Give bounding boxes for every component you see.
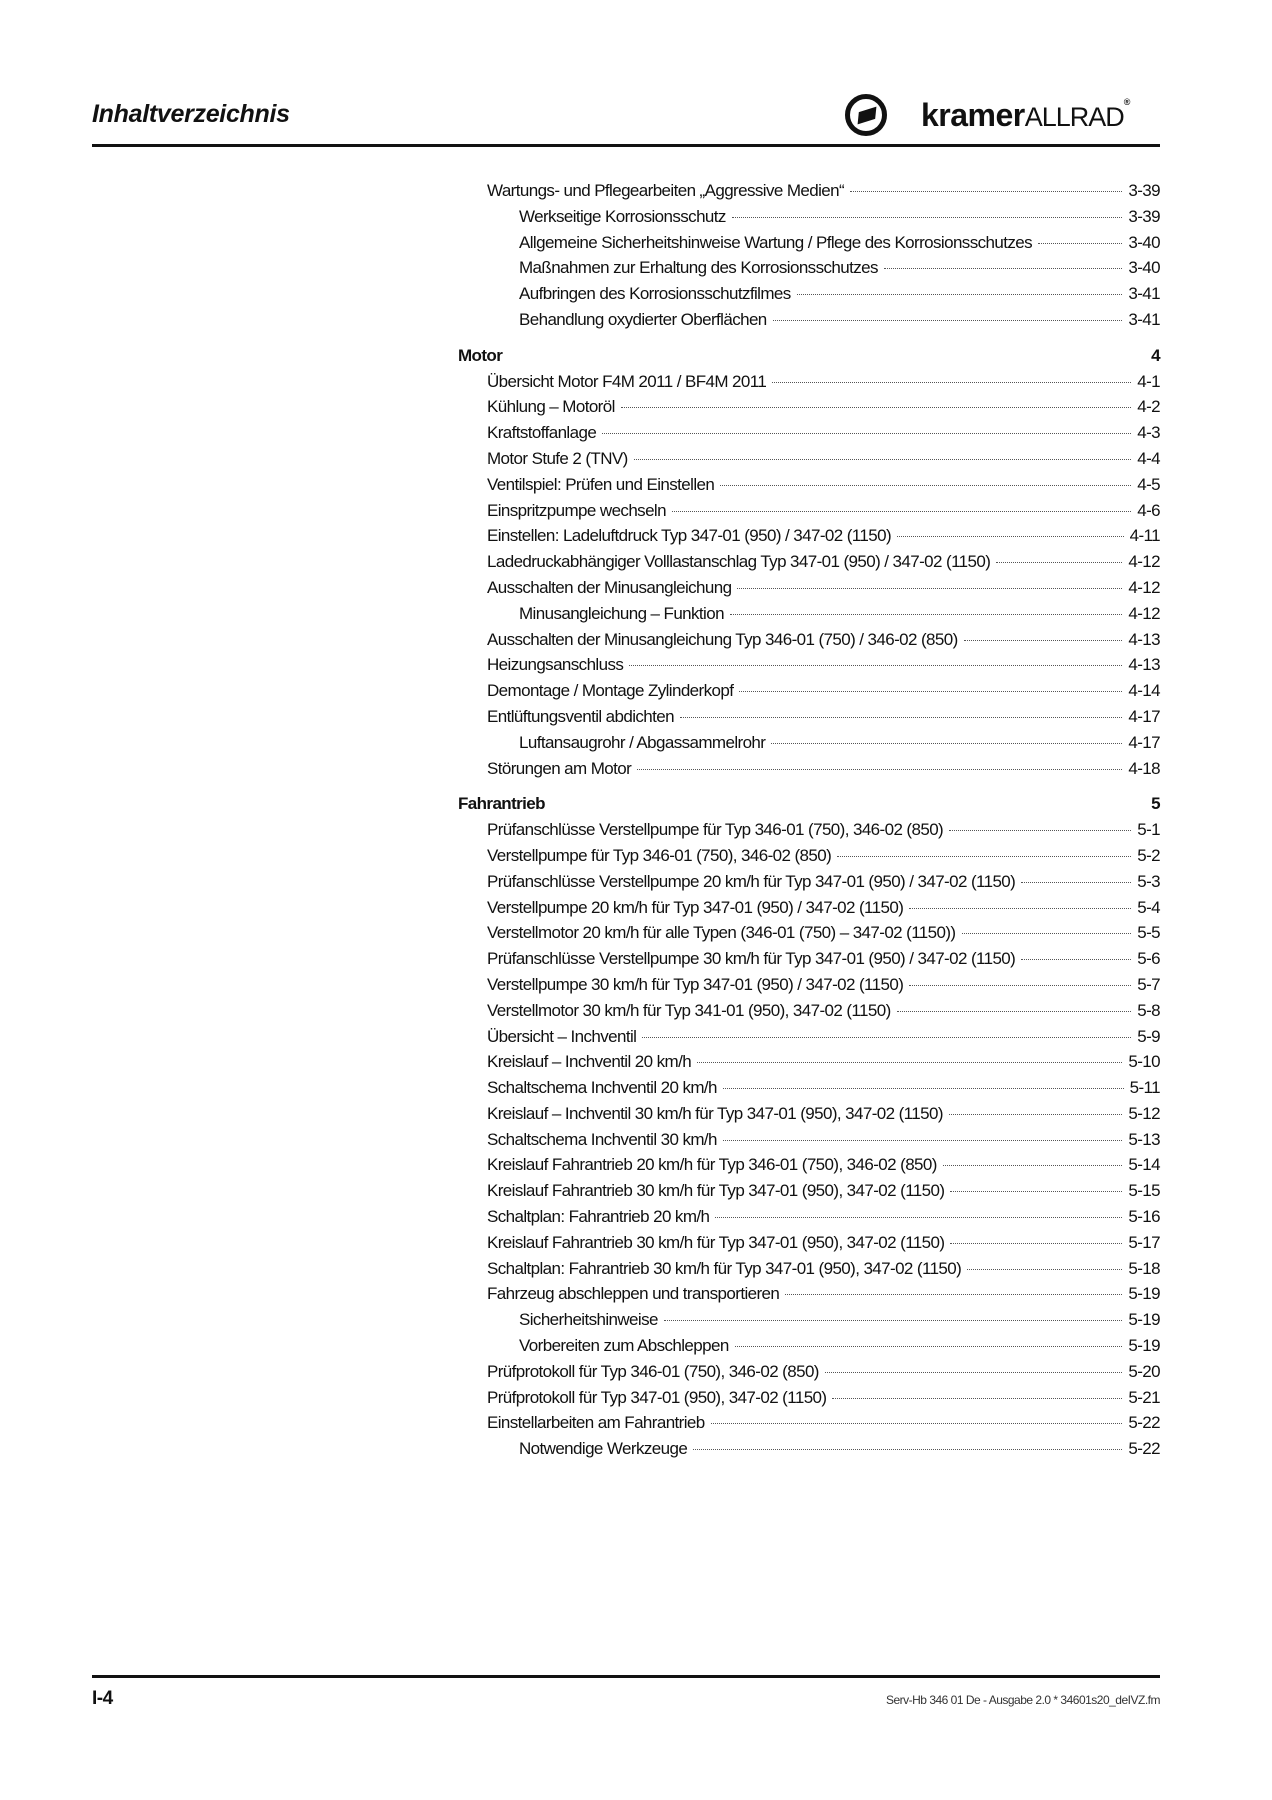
entry-page: 5-21 bbox=[1128, 1387, 1160, 1407]
dot-leader bbox=[950, 1243, 1122, 1244]
dot-leader bbox=[715, 1217, 1122, 1218]
toc-entry[interactable] bbox=[458, 1049, 1160, 1075]
header-rule bbox=[92, 144, 1160, 147]
dot-leader bbox=[950, 1191, 1122, 1192]
entry-title: Fahrzeug abschleppen und transportieren bbox=[487, 1284, 780, 1304]
entry-page: 4-13 bbox=[1128, 655, 1160, 675]
entry-title: Prüfprotokoll für Typ 347-01 (950), 347-02 (1150) bbox=[487, 1387, 827, 1407]
entry-title: Wartungs- und Pflegearbeiten „Aggressive Medien“ bbox=[487, 181, 845, 200]
brand-wordmark bbox=[921, 97, 1130, 134]
entry-page: 3-39 bbox=[1128, 206, 1160, 226]
dot-leader bbox=[711, 1423, 1123, 1424]
section-page: 4 bbox=[1151, 345, 1160, 365]
entry-title: Maßnahmen zur Erhaltung des Korrosionsschutzes bbox=[519, 258, 878, 278]
entry-page: 4-12 bbox=[1128, 603, 1160, 623]
toc-entry[interactable] bbox=[458, 204, 1160, 230]
entry-page: 4-5 bbox=[1137, 474, 1160, 494]
toc-entry[interactable] bbox=[458, 446, 1160, 472]
dot-leader bbox=[723, 1088, 1124, 1089]
toc-entry[interactable] bbox=[458, 255, 1160, 281]
dot-leader bbox=[642, 1037, 1131, 1038]
dot-leader bbox=[962, 933, 1132, 934]
entry-page: 4-2 bbox=[1137, 397, 1160, 417]
entry-page: 5-8 bbox=[1137, 1000, 1160, 1020]
dot-leader bbox=[773, 320, 1123, 321]
toc-entry[interactable] bbox=[458, 869, 1160, 895]
entry-title: Verstellmotor 30 km/h für Typ 341-01 (950), 347-02 (1150) bbox=[487, 1000, 891, 1020]
dot-leader bbox=[909, 908, 1131, 909]
entry-title: Schaltplan: Fahrantrieb 30 km/h für Typ 347-01 (950), 347-02 (1150) bbox=[487, 1258, 962, 1278]
toc-entry[interactable] bbox=[458, 730, 1160, 756]
entry-title: Entlüftungsventil abdichten bbox=[487, 706, 674, 726]
entry-title: Kraftstoffanlage bbox=[487, 423, 597, 443]
entry-page: 5-10 bbox=[1128, 1052, 1160, 1072]
dot-leader bbox=[943, 1165, 1123, 1166]
entry-title: Vorbereiten zum Abschleppen bbox=[519, 1336, 729, 1356]
entry-title: Schaltschema Inchventil 20 km/h bbox=[487, 1078, 717, 1098]
entry-page: 3-41 bbox=[1128, 284, 1160, 304]
entry-title: Motor Stufe 2 (TNV) bbox=[487, 448, 628, 468]
entry-page: 3-40 bbox=[1128, 232, 1160, 252]
entry-title: Prüfanschlüsse Verstellpumpe 30 km/h für Typ 347-01 (950) / 347-02 (1150) bbox=[487, 949, 1016, 969]
entry-page: 5-15 bbox=[1128, 1181, 1160, 1201]
footer-rule bbox=[92, 1675, 1160, 1678]
entry-page: 5-11 bbox=[1129, 1078, 1160, 1098]
entry-page: 3-40 bbox=[1128, 258, 1160, 278]
toc-entry[interactable] bbox=[458, 230, 1160, 256]
entry-title: Prüfanschlüsse Verstellpumpe 20 km/h für Typ 347-01 (950) / 347-02 (1150) bbox=[487, 871, 1016, 891]
entry-title: Behandlung oxydierter Oberflächen bbox=[519, 309, 767, 329]
entry-page: 4-12 bbox=[1128, 552, 1160, 572]
dot-leader bbox=[785, 1294, 1122, 1295]
entry-title: Luftansaugrohr / Abgassammelrohr bbox=[519, 732, 766, 752]
toc-entry[interactable] bbox=[458, 1024, 1160, 1050]
entry-title: Kreislauf Fahrantrieb 30 km/h für Typ 347-01 (950), 347-02 (1150) bbox=[487, 1181, 945, 1201]
toc-entry[interactable] bbox=[458, 704, 1160, 730]
entry-title: Heizungsanschluss bbox=[487, 655, 624, 675]
toc-entry[interactable] bbox=[458, 1436, 1160, 1462]
entry-page: 4-14 bbox=[1128, 681, 1160, 701]
toc-entry[interactable] bbox=[458, 575, 1160, 601]
dot-leader bbox=[1021, 882, 1131, 883]
entry-page: 4-13 bbox=[1128, 629, 1160, 649]
toc-entry[interactable] bbox=[458, 394, 1160, 420]
dot-leader bbox=[693, 1449, 1122, 1450]
entry-page: 4-11 bbox=[1129, 526, 1160, 546]
toc-entry[interactable] bbox=[458, 678, 1160, 704]
toc-entry[interactable] bbox=[458, 178, 1160, 204]
toc-entry[interactable] bbox=[458, 472, 1160, 498]
entry-page: 5-9 bbox=[1137, 1026, 1160, 1046]
toc-section-heading[interactable] bbox=[458, 791, 1160, 817]
toc-entry[interactable] bbox=[458, 627, 1160, 653]
dot-leader bbox=[996, 562, 1122, 563]
section-title: Fahrantrieb bbox=[458, 794, 545, 814]
kramer-allrad-logo bbox=[845, 94, 1130, 136]
entry-title: Allgemeine Sicherheitshinweise Wartung / Pflege des Korrosionsschutzes bbox=[519, 232, 1032, 252]
entry-page: 5-7 bbox=[1137, 974, 1160, 994]
entry-title: Aufbringen des Korrosionsschutzfilmes bbox=[519, 284, 791, 304]
toc-entry[interactable] bbox=[458, 1256, 1160, 1282]
dot-leader bbox=[1021, 959, 1131, 960]
dot-leader bbox=[949, 830, 1131, 831]
dot-leader bbox=[897, 536, 1124, 537]
entry-page: 5-12 bbox=[1128, 1103, 1160, 1123]
toc-entry[interactable] bbox=[458, 817, 1160, 843]
entry-title: Kreislauf Fahrantrieb 30 km/h für Typ 347-01 (950), 347-02 (1150) bbox=[487, 1232, 945, 1252]
dot-leader bbox=[621, 407, 1131, 408]
page-number: I-4 bbox=[92, 1688, 113, 1709]
toc-entry[interactable] bbox=[458, 1230, 1160, 1256]
dot-leader bbox=[949, 1114, 1122, 1115]
section-title: Motor bbox=[458, 345, 503, 365]
dot-leader bbox=[850, 191, 1122, 192]
dot-leader bbox=[964, 640, 1123, 641]
dot-leader bbox=[737, 588, 1122, 589]
entry-page: 4-17 bbox=[1128, 732, 1160, 752]
entry-page: 4-12 bbox=[1128, 577, 1160, 597]
dot-leader bbox=[602, 433, 1131, 434]
entry-title: Notwendige Werkzeuge bbox=[519, 1439, 688, 1459]
entry-title: Einstellen: Ladeluftdruck Typ 347-01 (950) / 347-02 (1150) bbox=[487, 526, 892, 546]
toc-entry[interactable] bbox=[458, 998, 1160, 1024]
dot-leader bbox=[672, 511, 1131, 512]
toc-entry[interactable] bbox=[458, 920, 1160, 946]
entry-title: Minusangleichung – Funktion bbox=[519, 603, 724, 623]
registered-mark: ® bbox=[1123, 96, 1130, 107]
entry-page: 5-19 bbox=[1128, 1284, 1160, 1304]
dot-leader bbox=[832, 1398, 1122, 1399]
entry-page: 4-4 bbox=[1137, 448, 1160, 468]
toc-entry[interactable] bbox=[458, 420, 1160, 446]
entry-page: 5-19 bbox=[1128, 1336, 1160, 1356]
entry-page: 5-6 bbox=[1137, 949, 1160, 969]
dot-leader bbox=[1038, 243, 1122, 244]
entry-page: 5-2 bbox=[1137, 845, 1160, 865]
entry-page: 5-13 bbox=[1128, 1129, 1160, 1149]
entry-title: Ventilspiel: Prüfen und Einstellen bbox=[487, 474, 715, 494]
entry-page: 5-14 bbox=[1128, 1155, 1160, 1175]
dot-leader bbox=[664, 1320, 1123, 1321]
dot-leader bbox=[884, 268, 1123, 269]
dot-leader bbox=[629, 665, 1122, 666]
toc-entry[interactable] bbox=[458, 369, 1160, 395]
entry-title: Verstellpumpe für Typ 346-01 (750), 346-02 (850) bbox=[487, 845, 832, 865]
entry-title: Sicherheitshinweise bbox=[519, 1310, 658, 1330]
dot-leader bbox=[739, 691, 1122, 692]
entry-title: Prüfprotokoll für Typ 346-01 (750), 346-02 (850) bbox=[487, 1361, 819, 1381]
entry-page: 3-39 bbox=[1128, 181, 1160, 200]
entry-title: Störungen am Motor bbox=[487, 758, 632, 778]
dot-leader bbox=[735, 1346, 1123, 1347]
toc-entry[interactable] bbox=[458, 307, 1160, 333]
dot-leader bbox=[697, 1062, 1122, 1063]
toc-entry[interactable] bbox=[458, 1333, 1160, 1359]
toc-entry[interactable] bbox=[458, 523, 1160, 549]
entry-title: Demontage / Montage Zylinderkopf bbox=[487, 681, 734, 701]
entry-page: 4-17 bbox=[1128, 706, 1160, 726]
dot-leader bbox=[909, 985, 1131, 986]
entry-page: 5-20 bbox=[1128, 1361, 1160, 1381]
entry-title: Prüfanschlüsse Verstellpumpe für Typ 346-01 (750), 346-02 (850) bbox=[487, 820, 944, 840]
toc-entry[interactable] bbox=[458, 1152, 1160, 1178]
entry-title: Übersicht Motor F4M 2011 / BF4M 2011 bbox=[487, 371, 767, 391]
dot-leader bbox=[825, 1372, 1123, 1373]
entry-title: Werkseitige Korrosionsschutz bbox=[519, 206, 726, 226]
toc-entry[interactable] bbox=[458, 1101, 1160, 1127]
entry-title: Kühlung – Motoröl bbox=[487, 397, 615, 417]
entry-title: Übersicht – Inchventil bbox=[487, 1026, 637, 1046]
entry-title: Einstellarbeiten am Fahrantrieb bbox=[487, 1413, 705, 1433]
entry-title: Ausschalten der Minusangleichung Typ 346-01 (750) / 346-02 (850) bbox=[487, 629, 958, 649]
entry-title: Ausschalten der Minusangleichung bbox=[487, 577, 732, 597]
toc-entry[interactable] bbox=[458, 895, 1160, 921]
entry-page: 5-4 bbox=[1137, 897, 1160, 917]
entry-page: 5-17 bbox=[1128, 1232, 1160, 1252]
entry-page: 5-19 bbox=[1128, 1310, 1160, 1330]
toc-entry[interactable] bbox=[458, 1075, 1160, 1101]
toc-section-heading[interactable] bbox=[458, 343, 1160, 369]
entry-page: 4-3 bbox=[1137, 423, 1160, 443]
dot-leader bbox=[723, 1140, 1122, 1141]
toc-entry[interactable] bbox=[458, 1410, 1160, 1436]
dot-leader bbox=[771, 743, 1122, 744]
entry-title: Schaltschema Inchventil 30 km/h bbox=[487, 1129, 717, 1149]
entry-title: Verstellmotor 20 km/h für alle Typen (346-01 (750) – 347-02 (1150)) bbox=[487, 923, 956, 943]
dot-leader bbox=[837, 856, 1131, 857]
entry-title: Kreislauf Fahrantrieb 20 km/h für Typ 346-01 (750), 346-02 (850) bbox=[487, 1155, 937, 1175]
entry-title: Verstellpumpe 20 km/h für Typ 347-01 (950) / 347-02 (1150) bbox=[487, 897, 904, 917]
table-of-contents bbox=[458, 178, 1160, 1462]
dot-leader bbox=[797, 294, 1123, 295]
entry-page: 5-3 bbox=[1137, 871, 1160, 891]
dot-leader bbox=[680, 717, 1122, 718]
entry-page: 5-1 bbox=[1137, 820, 1160, 840]
toc-entry[interactable] bbox=[458, 1307, 1160, 1333]
entry-title: Schaltplan: Fahrantrieb 20 km/h bbox=[487, 1207, 710, 1227]
document-reference: Serv-Hb 346 01 De - Ausgabe 2.0 * 34601s20_deIVZ.fm bbox=[885, 1693, 1160, 1707]
entry-page: 4-18 bbox=[1128, 758, 1160, 778]
toc-entry[interactable] bbox=[458, 1178, 1160, 1204]
toc-entry[interactable] bbox=[458, 756, 1160, 782]
toc-entry[interactable] bbox=[458, 281, 1160, 307]
toc-entry[interactable] bbox=[458, 946, 1160, 972]
toc-entry[interactable] bbox=[458, 1127, 1160, 1153]
kramer-seal-icon bbox=[845, 94, 887, 136]
dot-leader bbox=[634, 459, 1132, 460]
toc-entry[interactable] bbox=[458, 843, 1160, 869]
toc-entry[interactable] bbox=[458, 1281, 1160, 1307]
entry-page: 5-22 bbox=[1128, 1413, 1160, 1433]
entry-page: 3-41 bbox=[1128, 309, 1160, 329]
toc-entry[interactable] bbox=[458, 1204, 1160, 1230]
entry-page: 4-6 bbox=[1137, 500, 1160, 520]
dot-leader bbox=[637, 769, 1122, 770]
brand-light: ALLRAD bbox=[1024, 101, 1124, 132]
toc-entry[interactable] bbox=[458, 549, 1160, 575]
dot-leader bbox=[732, 217, 1123, 218]
dot-leader bbox=[897, 1011, 1132, 1012]
dot-leader bbox=[720, 485, 1131, 486]
entry-title: Kreislauf – Inchventil 20 km/h bbox=[487, 1052, 692, 1072]
page-title: Inhaltverzeichnis bbox=[92, 100, 290, 128]
dot-leader bbox=[730, 614, 1122, 615]
toc-entry[interactable] bbox=[458, 1385, 1160, 1411]
toc-entry[interactable] bbox=[458, 972, 1160, 998]
toc-entry[interactable] bbox=[458, 1359, 1160, 1385]
entry-title: Einspritzpumpe wechseln bbox=[487, 500, 666, 520]
entry-title: Kreislauf – Inchventil 30 km/h für Typ 347-01 (950), 347-02 (1150) bbox=[487, 1103, 943, 1123]
section-page: 5 bbox=[1151, 794, 1160, 814]
entry-title: Verstellpumpe 30 km/h für Typ 347-01 (950) / 347-02 (1150) bbox=[487, 974, 904, 994]
entry-page: 5-5 bbox=[1137, 923, 1160, 943]
brand-bold: kramer bbox=[921, 96, 1025, 133]
dot-leader bbox=[967, 1269, 1122, 1270]
entry-page: 4-1 bbox=[1137, 371, 1160, 391]
entry-page: 5-22 bbox=[1128, 1439, 1160, 1459]
entry-page: 5-18 bbox=[1128, 1258, 1160, 1278]
toc-entry[interactable] bbox=[458, 652, 1160, 678]
toc-entry[interactable] bbox=[458, 601, 1160, 627]
entry-title: Ladedruckabhängiger Volllastanschlag Typ 347-01 (950) / 347-02 (1150) bbox=[487, 552, 991, 572]
dot-leader bbox=[772, 382, 1131, 383]
toc-entry[interactable] bbox=[458, 498, 1160, 524]
entry-page: 5-16 bbox=[1128, 1207, 1160, 1227]
